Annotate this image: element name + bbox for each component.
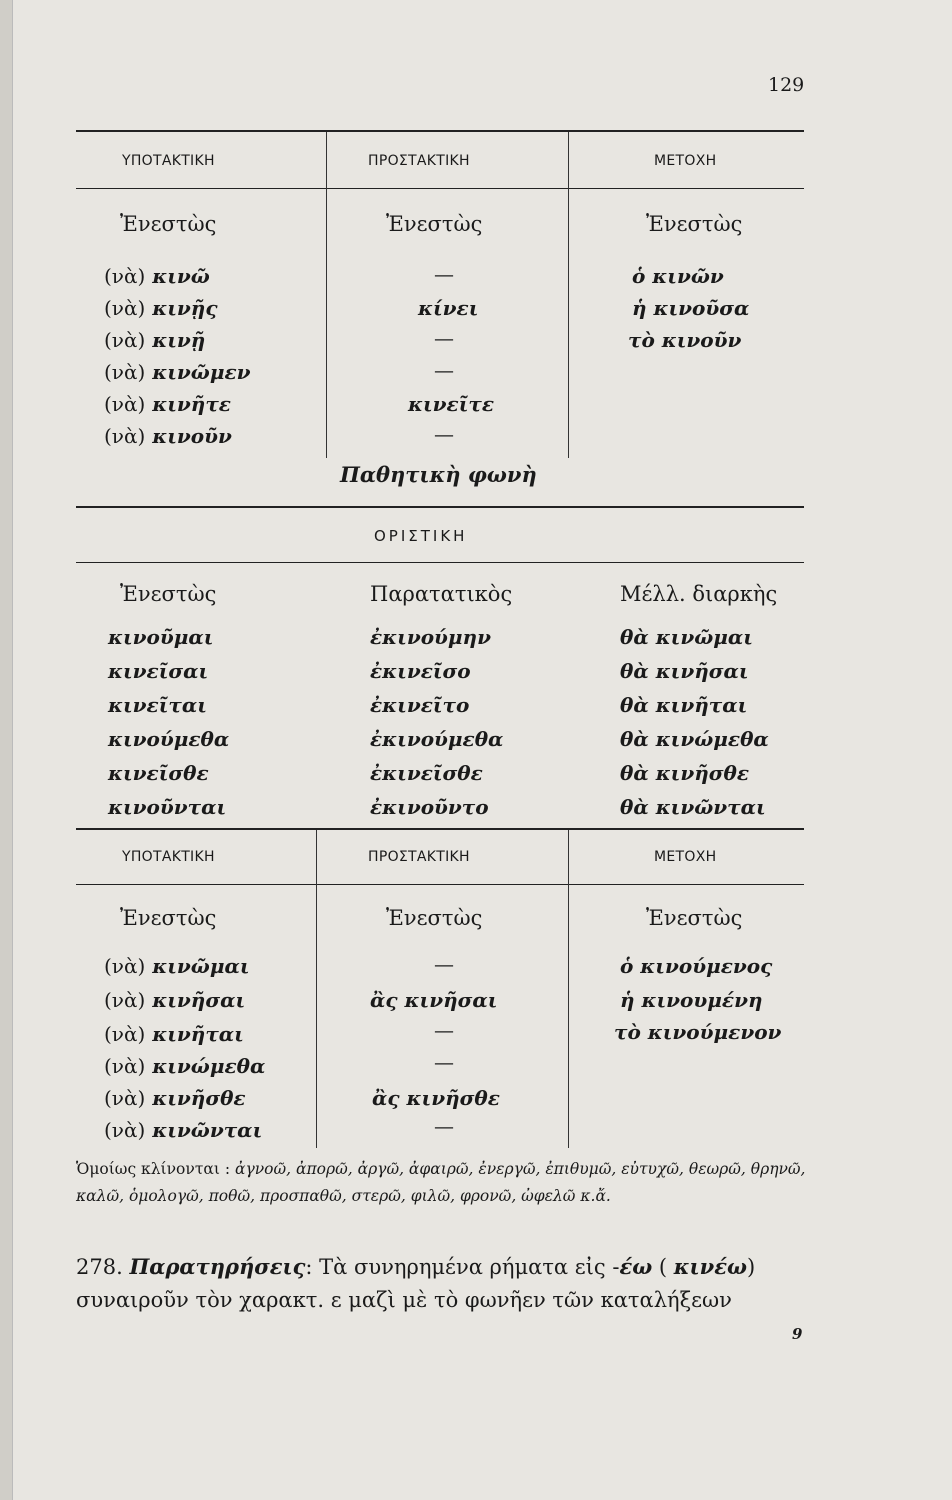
s1-header-imperative: ΠΡΟΣΤΑΚΤΙΚΗ <box>368 153 470 169</box>
ind-subhead-future: Μέλλ. διαρκὴς <box>620 582 778 606</box>
s1-imp-row: — <box>434 358 454 382</box>
ind-present-row: κινοῦνται <box>108 795 227 819</box>
s2-subj-row: (νὰ) κινῆσθε <box>104 1086 246 1110</box>
s2-imp-row: — <box>434 952 454 976</box>
paragraph-text-1: : Τὰ συνηρημένα ρήματα εἰς - <box>305 1255 620 1279</box>
page-number: 129 <box>768 74 805 96</box>
top-rule <box>76 130 804 132</box>
s2-part-row: τὸ κινούμενον <box>614 1020 782 1044</box>
s1-subj-row: (νὰ) κινῇς <box>104 296 218 320</box>
s1-subhead-subjunctive: Ἐνεστὼς <box>120 212 217 236</box>
s1-header-participle: ΜΕΤΟΧΗ <box>654 153 717 169</box>
ind-imperfect-row: ἐκινεῖσο <box>370 659 471 683</box>
s2-subj-row: (νὰ) κινῆται <box>104 1022 244 1046</box>
s2-header-rule <box>76 884 804 885</box>
s1-subj-row: (νὰ) κινῇ <box>104 328 206 352</box>
s1-subj-row: (νὰ) κινοῦν <box>104 424 232 448</box>
s2-imp-row: ἂς κινῆσθε <box>372 1086 500 1110</box>
s1-part-row: τὸ κινοῦν <box>628 328 742 352</box>
paragraph-number: 278. <box>76 1255 123 1279</box>
ind-imperfect-row: ἐκινεῖσθε <box>370 761 483 785</box>
s1-imp-row: κινεῖτε <box>408 392 494 416</box>
ind-present-row: κινεῖσθε <box>108 761 209 785</box>
s2-imp-row: — <box>434 1018 454 1042</box>
s2-subhead-participle: Ἐνεστὼς <box>646 906 743 930</box>
note-lead: Ὁμοίως κλίνονται : <box>76 1160 231 1178</box>
s2-subj-row: (νὰ) κινῶνται <box>104 1118 263 1142</box>
s2-subhead-imperative: Ἐνεστὼς <box>386 906 483 930</box>
s2-imp-row: ἂς κινῆσαι <box>370 988 498 1012</box>
ind-imperfect-row: ἐκινοῦντο <box>370 795 489 819</box>
s1-imp-row: — <box>434 422 454 446</box>
s1-imp-row: κίνει <box>418 296 479 320</box>
s1-subj-row: (νὰ) κινῆτε <box>104 392 231 416</box>
s1-divider-2 <box>568 132 569 458</box>
ind-future-row: θὰ κινώμεθα <box>620 727 769 751</box>
s2-divider-1 <box>316 830 317 1148</box>
s2-imp-row: — <box>434 1050 454 1074</box>
s1-subj-row: (νὰ) κινῶ <box>104 264 210 288</box>
s1-part-row: ἡ κινοῦσα <box>632 296 750 320</box>
s2-subj-row: (νὰ) κινῆσαι <box>104 988 246 1012</box>
s2-part-row: ὁ κινούμενος <box>620 954 773 978</box>
paragraph-text-3: ) συναιροῦν τὸν χαρακτ. ε μαζὶ μὲ τὸ φωνῆεν τῶν καταλήξεων <box>76 1255 756 1312</box>
passive-voice-title: Παθητικὴ φωνὴ <box>340 462 537 487</box>
s2-part-row: ἡ κινουμένη <box>620 988 763 1012</box>
ind-future-row: θὰ κινῶνται <box>620 795 766 819</box>
ind-header-rule <box>76 562 804 563</box>
signature-mark: 9 <box>792 1325 803 1343</box>
s1-part-row: ὁ κινῶν <box>632 264 724 288</box>
paragraph-text-2: ( <box>652 1255 674 1279</box>
ind-subhead-imperfect: Παρατατικὸς <box>370 582 513 606</box>
ind-imperfect-row: ἐκινούμεθα <box>370 727 504 751</box>
s1-subhead-imperative: Ἐνεστὼς <box>386 212 483 236</box>
similar-verbs-note <box>76 1156 806 1210</box>
s2-top-rule <box>76 828 804 830</box>
ind-present-row: κινεῖται <box>108 693 207 717</box>
ind-present-row: κινούμεθα <box>108 727 230 751</box>
s1-imp-row: — <box>434 326 454 350</box>
ind-subhead-present: Ἐνεστὼς <box>120 582 217 606</box>
s2-subhead-subjunctive: Ἐνεστὼς <box>120 906 217 930</box>
indicative-header: ΟΡΙΣΤΙΚΗ <box>374 527 468 545</box>
ind-imperfect-row: ἐκινούμην <box>370 625 491 649</box>
paragraph-ending: έω <box>619 1254 653 1279</box>
paragraph-example: κινέω <box>673 1254 747 1279</box>
s2-divider-2 <box>568 830 569 1148</box>
s1-subj-row: (νὰ) κινῶμεν <box>104 360 251 384</box>
ind-future-row: θὰ κινῆσαι <box>620 659 749 683</box>
s1-header-subjunctive: ΥΠΟΤΑΚΤΙΚΗ <box>122 153 215 169</box>
s1-imp-row: — <box>434 262 454 286</box>
ind-future-row: θὰ κινῶμαι <box>620 625 753 649</box>
paragraph-title: Παρατηρήσεις <box>129 1254 306 1279</box>
s2-header-participle: ΜΕΤΟΧΗ <box>654 849 717 865</box>
note-verbs: ἀγνοῶ, ἀπορῶ, ἀργῶ, ἀφαιρῶ, ἐνεργῶ, ἐπιθυμῶ, εὐτυχῶ, θεωρῶ, θρηνῶ, καλῶ, ὁμολογῶ, ποθῶ, προσπαθῶ, στερῶ, φιλῶ, φρονῶ, ὠφελῶ κ.ἄ. <box>76 1160 806 1205</box>
ind-top-rule <box>76 506 804 508</box>
ind-imperfect-row: ἐκινεῖτο <box>370 693 470 717</box>
s1-divider-1 <box>326 132 327 458</box>
s1-header-rule <box>76 188 804 189</box>
s2-imp-row: — <box>434 1114 454 1138</box>
ind-present-row: κινεῖσαι <box>108 659 209 683</box>
s2-subj-row: (νὰ) κινώμεθα <box>104 1054 266 1078</box>
ind-present-row: κινοῦμαι <box>108 625 214 649</box>
ind-future-row: θὰ κινῆσθε <box>620 761 750 785</box>
paragraph-278 <box>76 1250 806 1317</box>
ind-future-row: θὰ κινῆται <box>620 693 748 717</box>
s2-subj-row: (νὰ) κινῶμαι <box>104 954 250 978</box>
s1-subhead-participle: Ἐνεστὼς <box>646 212 743 236</box>
s2-header-subjunctive: ΥΠΟΤΑΚΤΙΚΗ <box>122 849 215 865</box>
s2-header-imperative: ΠΡΟΣΤΑΚΤΙΚΗ <box>368 849 470 865</box>
page-edge <box>0 0 13 1500</box>
